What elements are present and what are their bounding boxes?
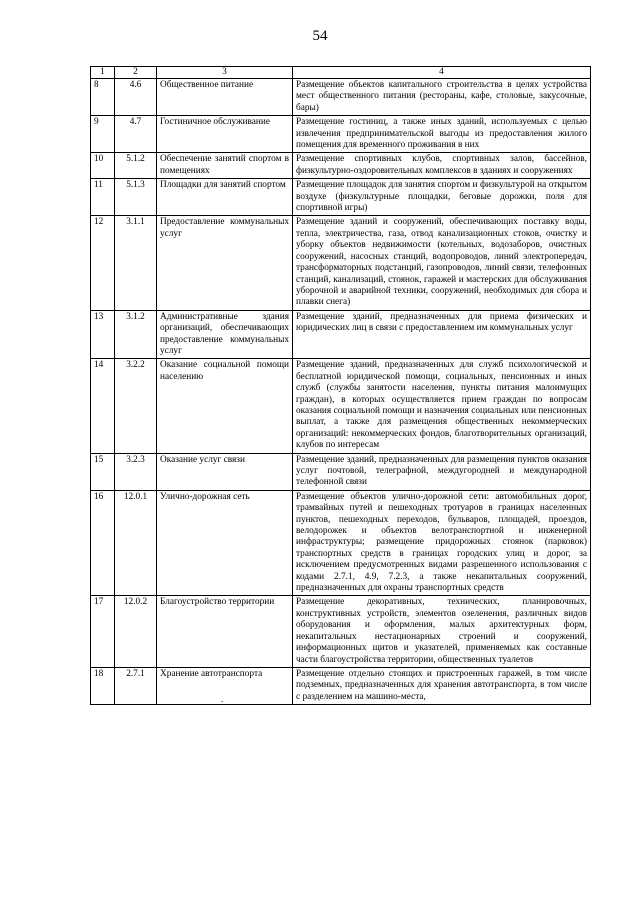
row-description: Размещение объектов улично-дорожной сети: автомобильных дорог, трамвайных путей и пешеходных тротуаров в границах населенных пунктов, пешеходных переходов, бульваров, площадей, проездов, велодорожек и объектов велотранспортной и инженерной инфраструктуры; размещение придорожных стоянок (парковок) транспортных средств в границах городских улиц и дорог, за исключением предусмотренных видами разрешенного использования с кодами 2.7.1, 4.9, 7.2.3, а также некапитальных сооружений, предназначенных для охраны транспортных средств: [293, 490, 591, 596]
row-name: Административные здания организаций, обеспечивающих предоставление коммунальных услуг: [157, 310, 293, 359]
row-code: 12.0.2: [115, 596, 157, 667]
row-number: 17: [91, 596, 115, 667]
table-row: [91, 153, 591, 179]
row-code: 12.0.1: [115, 490, 157, 596]
row-name: Площадки для занятий спортом: [157, 179, 293, 216]
row-number: 13: [91, 310, 115, 359]
row-number: 14: [91, 359, 115, 453]
row-description: Размещение объектов капитального строительства в целях устройства мест общественного питания (рестораны, кафе, столовые, закусочные, бары): [293, 79, 591, 116]
table-row: [91, 79, 591, 116]
table-header-row: [91, 67, 591, 79]
table-body: [91, 79, 591, 705]
land-use-table: [90, 66, 591, 705]
table-row: [91, 310, 591, 359]
row-code: 3.2.3: [115, 453, 157, 490]
row-description: Размещение зданий, предназначенных для приема физических и юридических лиц в связи с предоставлением им коммунальных услуг: [293, 310, 591, 359]
row-description: Размещение зданий и сооружений, обеспечивающих поставку воды, тепла, электричества, газа, отвод канализационных стоков, очистку и уборку объектов недвижимости (котельных, водозаборов, очистных сооружений, насосных станций, водопроводов, линий электропередач, трансформаторных подстанций, газопроводов, линий связи, телефонных станций, канализаций, стоянок, гаражей и мастерских для обслуживания уборочной и аварийной техники, сооружений, необходимых для сбора и плавки снега): [293, 216, 591, 310]
row-name: Благоустройство территории: [157, 596, 293, 667]
stray-mark: .: [221, 694, 224, 704]
row-code: 4.7: [115, 116, 157, 153]
row-number: 10: [91, 153, 115, 179]
row-name: Оказание социальной помощи населению: [157, 359, 293, 453]
header-col-1: 1: [91, 67, 115, 79]
table-row: [91, 116, 591, 153]
row-description: Размещение отдельно стоящих и пристроенных гаражей, в том числе подземных, предназначенных для хранения автотранспорта, в том числе с разделением на машино-места,: [293, 667, 591, 704]
row-number: 9: [91, 116, 115, 153]
row-code: 3.2.2: [115, 359, 157, 453]
row-number: 18: [91, 667, 115, 704]
row-number: 12: [91, 216, 115, 310]
header-col-3: 3: [157, 67, 293, 79]
row-number: 11: [91, 179, 115, 216]
row-name: Предоставление коммунальных услуг: [157, 216, 293, 310]
row-description: Размещение спортивных клубов, спортивных залов, бассейнов, физкультурно-оздоровительных комплексов в зданиях и сооружениях: [293, 153, 591, 179]
row-number: 8: [91, 79, 115, 116]
row-description: Размещение зданий, предназначенных для служб психологической и бесплатной юридической помощи, социальных, пенсионных и иных служб (службы занятости населения, пункты питания малоимущих граждан), в которых осуществляется прием граждан по вопросам оказания социальной помощи и назначения социальных или пенсионных выплат, а также для размещения общественных некоммерческих организаций: некоммерческих фондов, благотворительных организаций, клубов по интересам: [293, 359, 591, 453]
row-description: Размещение декоративных, технических, планировочных, конструктивных устройств, элементов озеленения, различных видов оборудования и оформления, малых архитектурных форм, некапитальных нестационарных строений и сооружений, информационных щитов и указателей, применяемых как составные части благоустройства территории, общественных туалетов: [293, 596, 591, 667]
row-name: Хранение автотранспорта: [157, 667, 293, 704]
row-code: 5.1.3: [115, 179, 157, 216]
table-row: [91, 596, 591, 667]
table-row: [91, 453, 591, 490]
row-code: 3.1.1: [115, 216, 157, 310]
row-number: 15: [91, 453, 115, 490]
row-code: 5.1.2: [115, 153, 157, 179]
row-description: Размещение гостиниц, а также иных зданий, используемых с целью извлечения предпринимательской выгоды из предоставления жилого помещения для временного проживания в них: [293, 116, 591, 153]
row-name: Обеспечение занятий спортом в помещениях: [157, 153, 293, 179]
row-name: Гостиничное обслуживание: [157, 116, 293, 153]
row-code: 3.1.2: [115, 310, 157, 359]
table-row: [91, 359, 591, 453]
table-row: [91, 216, 591, 310]
row-description: Размещение площадок для занятия спортом и физкультурой на открытом воздухе (физкультурные площадки, беговые дорожки, поля для спортивной игры): [293, 179, 591, 216]
row-name: Улично-дорожная сеть: [157, 490, 293, 596]
table-row: [91, 667, 591, 704]
table-row: [91, 490, 591, 596]
page-number: 54: [312, 28, 328, 44]
row-name: Оказание услуг связи: [157, 453, 293, 490]
row-code: 2.7.1: [115, 667, 157, 704]
table-row: [91, 179, 591, 216]
row-number: 16: [91, 490, 115, 596]
row-description: Размещение зданий, предназначенных для размещения пунктов оказания услуг почтовой, телеграфной, междугородней и международной телефонной связи: [293, 453, 591, 490]
row-name: Общественное питание: [157, 79, 293, 116]
header-col-4: 4: [293, 67, 591, 79]
row-code: 4.6: [115, 79, 157, 116]
header-col-2: 2: [115, 67, 157, 79]
